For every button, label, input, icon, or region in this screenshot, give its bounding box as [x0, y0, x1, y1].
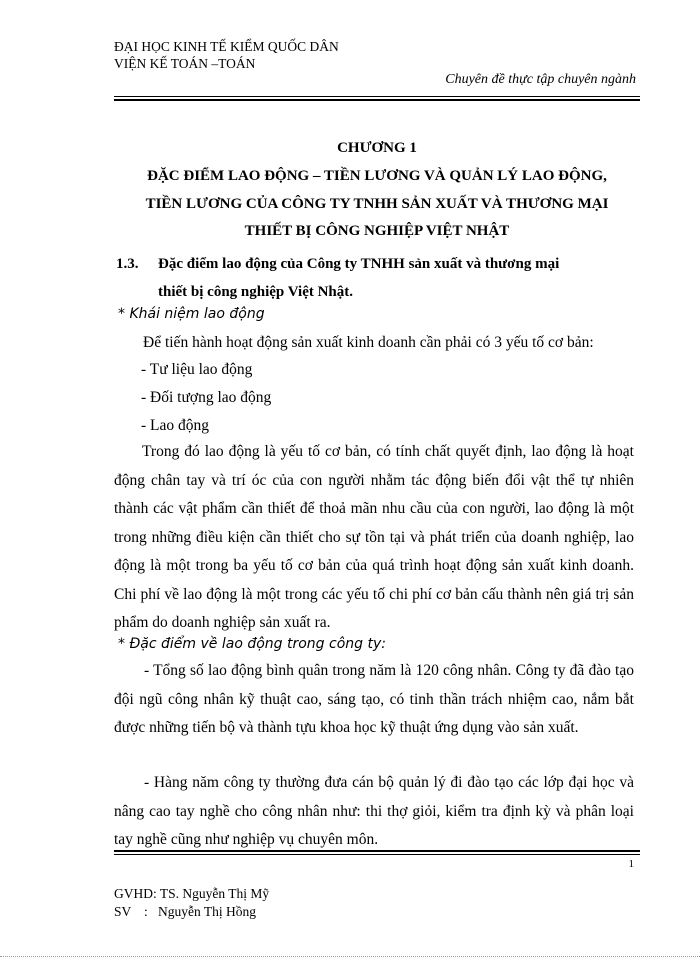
paragraph-labour-definition: Trong đó lao động là yếu tố cơ bản, có tính chất quyết định, lao động là hoạt động chân tay và trí óc của con người nhằm tác động biến đổi vật thể tự nhiên thành các vật phẩm cần thiết để thoả mãn nhu cầu của con người, lao động là một trong những điều kiện cần thiết cho sự tồn tại và phát triển của doanh nghiệp, lao động là một trong ba yếu tố cơ bản của quá trình hoạt động sản xuất kinh doanh. Chi phí về lao động là một trong các yếu tố chi phí cơ bản cấu thành nên giá trị sản phẩm do doanh nghiệp sản xuất ra.	[114, 443, 634, 631]
intro-text: Để tiến hành hoạt động sản xuất kinh doanh cần phải có 3 yếu tố cơ bản:	[143, 334, 594, 351]
chapter-number: CHƯƠNG 1	[337, 140, 417, 156]
chapter-title-line-1: ĐẶC ĐIỂM LAO ĐỘNG – TIỀN LƯƠNG VÀ QUẢN LÝ LAO ĐỘNG,	[147, 168, 607, 184]
advisor-name: TS. Nguyễn Thị Mỹ	[159, 886, 270, 901]
list-item: - Đối tượng lao động	[141, 389, 272, 406]
list-item: - Tư liệu lao động	[141, 361, 253, 378]
advisor-label: GVHD:	[114, 886, 157, 901]
footer-rule-thick	[114, 850, 640, 852]
paragraph-total-labour: - Tổng số lao động bình quân trong năm là 120 công nhân. Công ty đã đào tạo đội ngũ công nhân kỹ thuật cao, sáng tạo, có tinh thần trách nhiệm cao, nắm bắt được những tiến bộ và thành tựu khoa học kỹ thuật ứng dụng vào sản xuất.	[114, 662, 634, 736]
paragraph-training: - Hàng năm công ty thường đưa cán bộ quản lý đi đào tạo các lớp đại học và nâng cao tay nghề cho công nhân như: thi thợ giỏi, kiểm tra định kỳ và phân loại tay nghề cũng như nghiệp vụ chuyên môn.	[114, 774, 634, 848]
section-title-line-1: Đặc điểm lao động của Công ty TNHH sản xuất và thương mại	[158, 256, 560, 272]
chapter-title-line-2: TIỀN LƯƠNG CỦA CÔNG TY TNHH SẢN XUẤT VÀ THƯƠNG MẠI	[145, 196, 609, 212]
institute-name: VIỆN KẾ TOÁN –TOÁN	[114, 56, 256, 71]
heading-labour-characteristics: * Đặc điểm về lao động trong công ty:	[118, 636, 386, 652]
list-item: - Lao động	[141, 417, 210, 434]
student-separator: :	[144, 904, 148, 919]
page-edge	[0, 956, 700, 957]
report-type: Chuyên đề thực tập chuyên ngành	[445, 72, 636, 87]
header-left	[114, 38, 339, 72]
header-rule	[114, 96, 640, 97]
footer-student	[114, 904, 256, 920]
student-name: Nguyễn Thị Hồng	[158, 904, 256, 919]
section-title-line-2: thiết bị công nghiệp Việt Nhật.	[158, 284, 354, 300]
heading-labour-concept: * Khái niệm lao động	[118, 306, 265, 322]
header-rule-thick	[114, 99, 640, 101]
section-number: 1.3.	[116, 256, 139, 272]
chapter-title-line-3: THIẾT BỊ CÔNG NGHIỆP VIỆT NHẬT	[244, 223, 510, 239]
university-name: ĐẠI HỌC KINH TẾ KIỂM QUỐC DÂN	[114, 39, 339, 54]
footer-advisor	[114, 886, 269, 902]
section-heading	[116, 250, 559, 306]
footer-rule	[114, 854, 640, 855]
page-number: 1	[628, 858, 634, 870]
student-label: SV	[114, 904, 132, 919]
